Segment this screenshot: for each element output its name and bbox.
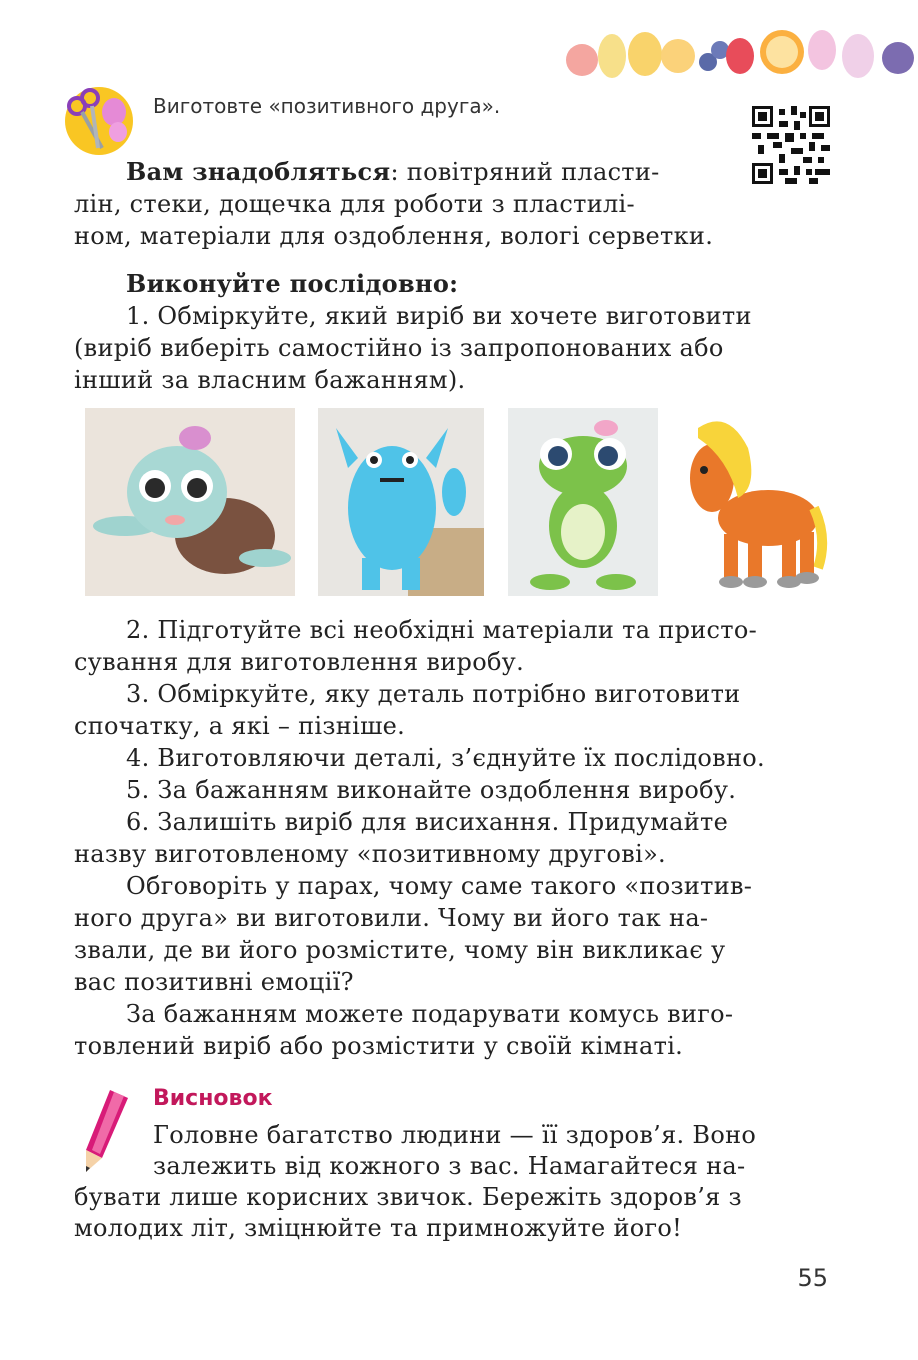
step-4: 4. Виготовляючи деталі, з’єднуйте їх послідовно. [126,744,765,772]
conclusion-line2: залежить від кожного з вас. Намагайтеся на- [153,1152,746,1180]
horse-figure-image [678,408,828,596]
discuss-line2: ного друга» ви виготовили. Чому ви його так на- [74,904,709,932]
step-1-line2: (виріб виберіть самостійно із запропонованих або [74,334,724,362]
step-5: 5. За бажанням виконайте оздоблення виробу. [126,776,737,804]
sequence-section [74,268,840,396]
conclusion-line1: Головне багатство людини — її здоров’я. Воно [153,1121,757,1149]
materials-line3: ном, матеріали для оздоблення, вологі серветки. [74,222,714,250]
step-6-line1: 6. Залишіть виріб для висихання. Придумайте [126,808,729,836]
task-title: Виготовте «позитивного друга». [153,94,501,118]
materials-line1: повітряний пласти- [406,158,660,186]
scissors-butterfly-icon [62,84,136,158]
discuss-line1: Обговоріть у парах, чому саме такого «позитив- [126,872,753,900]
steps-section [74,614,840,1062]
page-number: 55 [797,1264,828,1292]
materials-line2: лін, стеки, дощечка для роботи з пластилі- [74,190,635,218]
step-3-line2: спочатку, а які – пізніше. [74,712,406,740]
sequence-label: Виконуйте послідовно: [126,269,459,298]
conclusion-line3: бувати лише корисних звичок. Бережіть здоров’я з [74,1183,742,1211]
frog-figure-image [508,408,658,596]
conclusion-text [74,1120,840,1244]
conclusion-title: Висновок [153,1086,273,1111]
materials-colon: : [390,158,399,186]
gift-line2: товлений виріб або розмістити у своїй кімнаті. [74,1032,684,1060]
discuss-line3: звали, де ви його розмістите, чому він викликає у [74,936,726,964]
materials-label: Вам знадобляться [126,157,391,186]
blue-monster-figure-image [318,408,484,596]
example-photos [0,408,918,598]
turtle-figure-image [85,408,295,596]
step-2-line1: 2. Підготуйте всі необхідні матеріали та присто- [126,616,758,644]
discuss-line4: вас позитивні емоції? [74,968,354,996]
step-3-line1: 3. Обміркуйте, яку деталь потрібно виготовити [126,680,741,708]
gift-line1: За бажанням можете подарувати комусь виго- [126,1000,734,1028]
step-2-line2: сування для виготовлення виробу. [74,648,525,676]
step-1-line3: інший за власним бажанням). [74,366,466,394]
fruits-decoration [560,20,918,82]
materials-paragraph [74,156,764,252]
conclusion-line4: молодих літ, зміцнюйте та примножуйте його! [74,1214,683,1242]
step-6-line2: назву виготовленому «позитивному другові». [74,840,666,868]
step-1-line1: 1. Обміркуйте, який виріб ви хочете виготовити [126,302,752,330]
